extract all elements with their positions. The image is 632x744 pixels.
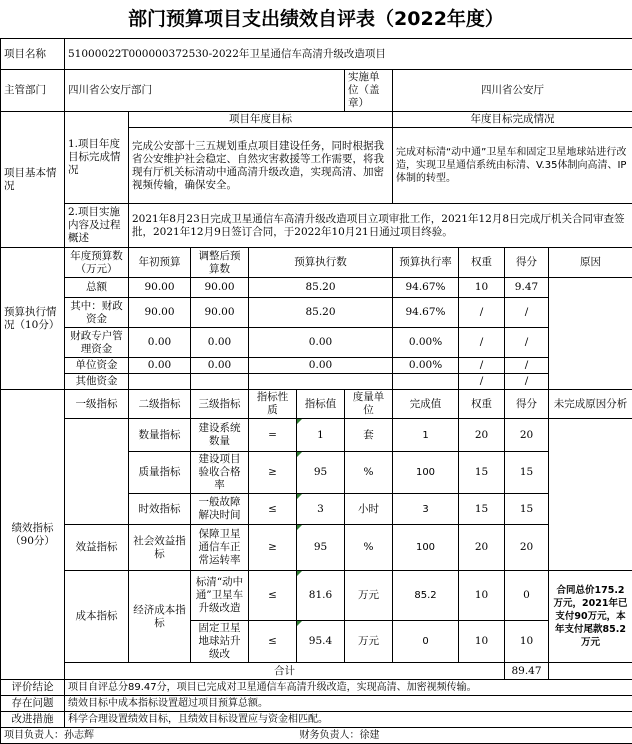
perf-score: 15	[505, 494, 549, 525]
budget-score: /	[505, 358, 549, 374]
total-reason	[549, 663, 632, 680]
page-title: 部门预算项目支出绩效自评表（2022年度）	[0, 0, 632, 38]
perf-score: 15	[505, 452, 549, 494]
budget-score: 9.47	[505, 278, 549, 298]
budget-init: 90.00	[129, 278, 191, 298]
budget-header: 权重	[459, 248, 505, 278]
perf-unit: 万元	[345, 621, 393, 663]
perf-weight: 10	[459, 571, 505, 621]
perf-score: 20	[505, 419, 549, 452]
perf-value: 1	[297, 419, 345, 452]
budget-exec: 85.20	[249, 278, 393, 298]
eval-text: 项目自评总分89.47分，项目已完成对卫星通信车高清升级改造，实现高清、加密视频传输。	[65, 680, 632, 696]
perf-header: 指标性质	[249, 390, 297, 419]
perf-weight: 10	[459, 621, 505, 663]
budget-exec: 0.00	[249, 328, 393, 358]
budget-reason	[549, 278, 632, 390]
perf-value: 95.4	[297, 621, 345, 663]
budget-rate: 0.00%	[393, 328, 459, 358]
project-owner: 项目负责人：孙志辉	[1, 728, 297, 744]
perf-unit: %	[345, 525, 393, 571]
perf-done: 3	[393, 494, 459, 525]
perf-l2: 质量指标	[129, 452, 191, 494]
impl-unit-value: 四川省公安厅	[393, 70, 632, 112]
perf-reason	[549, 419, 632, 571]
perf-header: 二级指标	[129, 390, 191, 419]
goal-done-header: 年度目标完成情况	[393, 112, 632, 128]
perf-nature: ≤	[249, 571, 297, 621]
budget-weight: /	[459, 358, 505, 374]
perf-header: 三级指标	[191, 390, 249, 419]
budget-label: 预算执行情况（10分）	[1, 248, 65, 390]
perf-l1-output	[65, 419, 129, 525]
perf-unit: 小时	[345, 494, 393, 525]
perf-header: 度量单位	[345, 390, 393, 419]
total-label: 合计	[65, 663, 505, 680]
budget-rate: 94.67%	[393, 278, 459, 298]
perf-unit: 万元	[345, 571, 393, 621]
perf-weight: 15	[459, 452, 505, 494]
perf-header: 完成值	[393, 390, 459, 419]
perf-weight: 20	[459, 525, 505, 571]
budget-row-name: 其中：财政资金	[65, 298, 129, 328]
perf-done: 85.2	[393, 571, 459, 621]
perf-header: 指标值	[297, 390, 345, 419]
budget-header: 得分	[505, 248, 549, 278]
perf-weight: 15	[459, 494, 505, 525]
goal-header: 项目年度目标	[129, 112, 393, 128]
perf-score: 10	[505, 621, 549, 663]
perf-unit: %	[345, 452, 393, 494]
perf-score: 20	[505, 525, 549, 571]
budget-weight: 10	[459, 278, 505, 298]
budget-adj	[191, 374, 249, 390]
budget-adj: 90.00	[191, 278, 249, 298]
perf-done: 100	[393, 452, 459, 494]
perf-l2: 经济成本指标	[129, 571, 191, 663]
perf-done: 100	[393, 525, 459, 571]
perf-unit: 套	[345, 419, 393, 452]
goal-label: 1.项目年度目标完成情况	[65, 112, 129, 204]
perf-nature: ≤	[249, 494, 297, 525]
goal-text: 完成公安部十三五规划重点项目建设任务，同时根据我省公安维护社会稳定、自然灾害救援等工作需要，将我现有厅机关标清动中通高清升级改造，实现高清、加密视频传输，确保安全。	[129, 128, 393, 204]
budget-exec: 0.00	[249, 358, 393, 374]
project-name-label: 项目名称	[1, 39, 65, 70]
budget-init: 90.00	[129, 298, 191, 328]
perf-header: 未完成原因分析	[549, 390, 632, 419]
issue-text: 绩效目标中成本指标设置超过项目预算总额。	[65, 696, 632, 712]
perf-value: 3	[297, 494, 345, 525]
perf-l3: 一般故障解决时间	[191, 494, 249, 525]
project-name-value: 51000022T000000372530-2022年卫星通信车高清升级改造项目	[65, 39, 632, 70]
perf-label: 绩效指标（90分）	[1, 390, 65, 680]
perf-l2: 数量指标	[129, 419, 191, 452]
goal-done-text: 完成对标清“动中通”卫星车和固定卫星地球站进行改造，实现卫星通信系统由标清、V.35体制向高清、IP体制的转型。	[393, 128, 632, 204]
perf-done: 1	[393, 419, 459, 452]
budget-rate: 94.67%	[393, 298, 459, 328]
perf-l3: 建设系统数量	[191, 419, 249, 452]
budget-header: 年初预算	[129, 248, 191, 278]
budget-header: 预算执行率	[393, 248, 459, 278]
budget-adj: 0.00	[191, 328, 249, 358]
budget-weight: /	[459, 374, 505, 390]
perf-value: 81.6	[297, 571, 345, 621]
perf-done: 0	[393, 621, 459, 663]
impl-process-label: 2.项目实施内容及过程概述	[65, 204, 129, 248]
budget-weight: /	[459, 298, 505, 328]
budget-adj: 90.00	[191, 298, 249, 328]
perf-l2: 社会效益指标	[129, 525, 191, 571]
perf-header: 一级指标	[65, 390, 129, 419]
budget-rate: 0.00%	[393, 358, 459, 374]
budget-header: 预算执行数	[249, 248, 393, 278]
perf-nature: ≥	[249, 452, 297, 494]
perf-nature: ≤	[249, 621, 297, 663]
budget-row-name: 单位资金	[65, 358, 129, 374]
budget-adj: 0.00	[191, 358, 249, 374]
evaluation-table	[0, 38, 632, 744]
perf-nature: ≥	[249, 525, 297, 571]
fix-text: 科学合理设置绩效目标，且绩效目标设置应与资金相匹配。	[65, 712, 632, 728]
perf-l3: 标清“动中通”卫星车升级改造	[191, 571, 249, 621]
perf-l1: 效益指标	[65, 525, 129, 571]
perf-header: 得分	[505, 390, 549, 419]
impl-unit-label: 实施单位（盖章）	[345, 70, 393, 112]
perf-score: 0	[505, 571, 549, 621]
perf-value: 95	[297, 452, 345, 494]
eval-label: 评价结论	[1, 680, 65, 696]
cost-reason: 合同总价175.2万元，2021年已支付90万元，本年支付尾款85.2万元	[549, 571, 632, 663]
fix-label: 改进措施	[1, 712, 65, 728]
finance-owner: 财务负责人：徐建	[297, 728, 632, 744]
budget-score: /	[505, 374, 549, 390]
budget-header: 原因	[549, 248, 632, 278]
perf-l3: 保障卫星通信车正常运转率	[191, 525, 249, 571]
budget-weight: /	[459, 328, 505, 358]
perf-weight: 20	[459, 419, 505, 452]
budget-header: 年度预算数（万元）	[65, 248, 129, 278]
budget-row-name: 总额	[65, 278, 129, 298]
budget-exec: 85.20	[249, 298, 393, 328]
perf-l3: 固定卫星地球站升级改	[191, 621, 249, 663]
budget-exec	[249, 374, 393, 390]
budget-rate	[393, 374, 459, 390]
budget-score: /	[505, 328, 549, 358]
impl-process-text: 2021年8月23日完成卫星通信车高清升级改造项目立项审批工作，2021年12月8日完成厅机关合同审查签批，2021年12月9日签订合同，于2022年10月21日通过项目终验。	[129, 204, 632, 248]
perf-nature: =	[249, 419, 297, 452]
issue-label: 存在问题	[1, 696, 65, 712]
perf-header: 权重	[459, 390, 505, 419]
perf-l1: 成本指标	[65, 571, 129, 663]
budget-init	[129, 374, 191, 390]
perf-value: 95	[297, 525, 345, 571]
total-score: 89.47	[505, 663, 549, 680]
budget-row-name: 其他资金	[65, 374, 129, 390]
perf-l3: 建设项目验收合格率	[191, 452, 249, 494]
budget-header: 调整后预算数	[191, 248, 249, 278]
budget-init: 0.00	[129, 358, 191, 374]
budget-row-name: 财政专户管理资金	[65, 328, 129, 358]
dept-value: 四川省公安厅部门	[65, 70, 345, 112]
budget-init: 0.00	[129, 328, 191, 358]
dept-label: 主管部门	[1, 70, 65, 112]
basic-info-label: 项目基本情况	[1, 112, 65, 248]
budget-score: /	[505, 298, 549, 328]
perf-l2: 时效指标	[129, 494, 191, 525]
